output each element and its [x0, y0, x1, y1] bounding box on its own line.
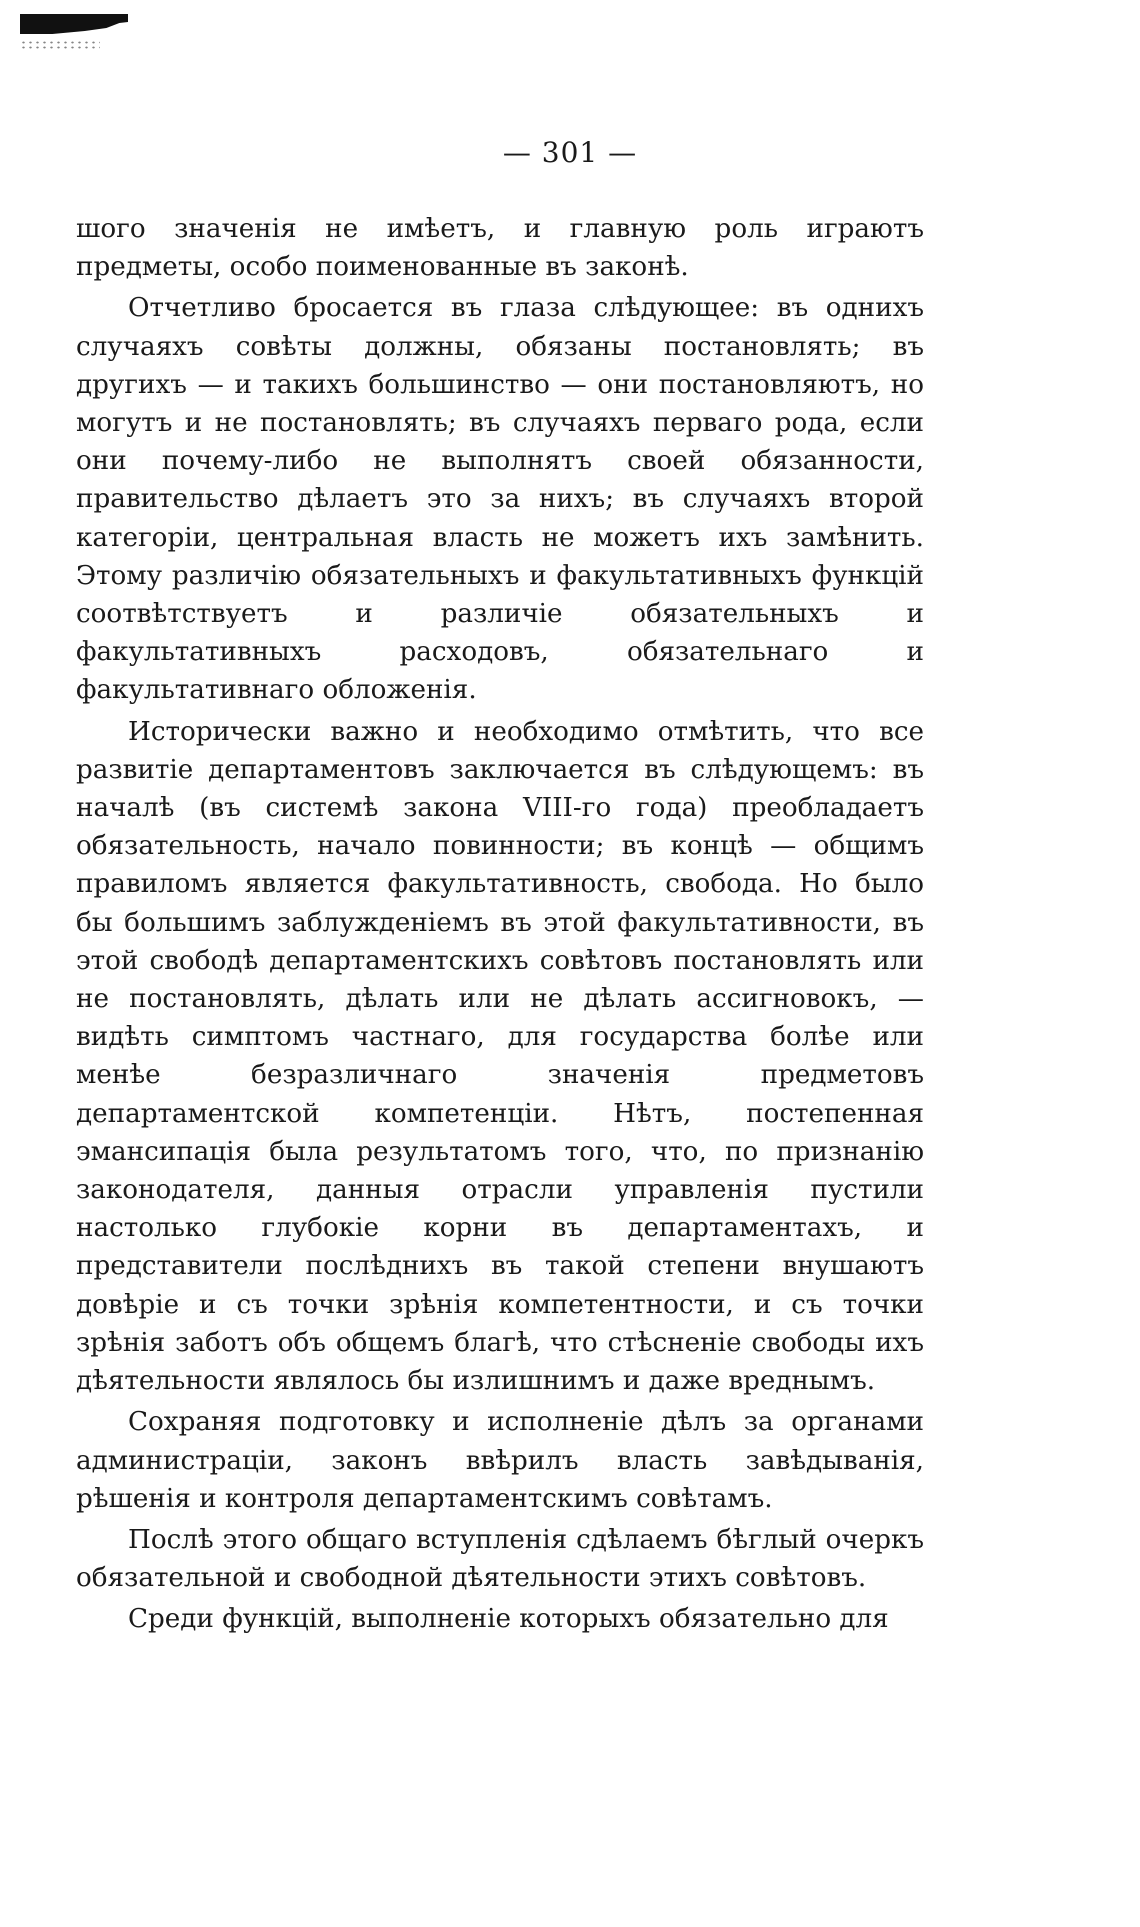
paragraph: Сохраняя подготовку и исполненіе дѣлъ за органами администраціи, законъ ввѣрилъ власть завѣдыванія, рѣшенія и контроля департаментскимъ совѣтамъ.	[76, 1407, 924, 1514]
scan-artifact-mark	[20, 14, 128, 34]
paragraph: Послѣ этого общаго вступленія сдѣлаемъ бѣглый очеркъ обязательной и свободной дѣятельности этихъ совѣтовъ.	[76, 1524, 924, 1594]
paragraph-continuation: шого значенія не имѣетъ, и главную роль играютъ предметы, особо поименованные въ законѣ.	[76, 214, 924, 283]
paragraph: Отчетливо бросается въ глаза слѣдующее: въ однихъ случаяхъ совѣты должны, обязаны постановлять; въ другихъ — и такихъ большинство — они постановляютъ, но могутъ и не постановлять; въ случаяхъ перваго рода, если они почему-либо не выполнятъ своей обязанности, правительство дѣлаетъ это за нихъ; въ случаяхъ второй категоріи, центральная власть не можетъ ихъ замѣнить. Этому различію обязательныхъ и факультативныхъ функцій соотвѣтствуетъ и различіе обязательныхъ и факультативныхъ расходовъ, обязательнаго и факультативнаго обложенія.	[76, 293, 924, 706]
page-number: — 301 —	[502, 136, 638, 169]
body-text	[76, 210, 924, 1642]
scan-artifact-dots	[20, 40, 100, 50]
paragraph: Исторически важно и необходимо отмѣтить, что все развитіе департаментовъ заключается въ слѣдующемъ: въ началѣ (въ системѣ закона VIII-го года) преобладаетъ обязательность, начало повинности; въ концѣ — общимъ правиломъ является факультативность, свобода. Но было бы большимъ заблужденіемъ въ этой факультативности, въ этой свободѣ департаментскихъ совѣтовъ постановлять или не постановлять, дѣлать или не дѣлать ассигновокъ, — видѣть симптомъ частнаго, для государства болѣе или менѣе безразличнаго значенія предметовъ департаментской компетенціи. Нѣтъ, постепенная эмансипація была результатомъ того, что, по признанію законодателя, данныя отрасли управленія пустили настолько глубокіе корни въ департаментахъ, и представители послѣднихъ въ такой степени внушаютъ довѣріе и съ точки зрѣнія компетентности, и съ точки зрѣнія заботъ объ общемъ благѣ, что стѣсненіе свободы ихъ дѣятельности являлось бы излишнимъ и даже вреднымъ.	[76, 716, 924, 1397]
paragraph: Среди функцій, выполненіе которыхъ обязательно для	[128, 1604, 889, 1635]
